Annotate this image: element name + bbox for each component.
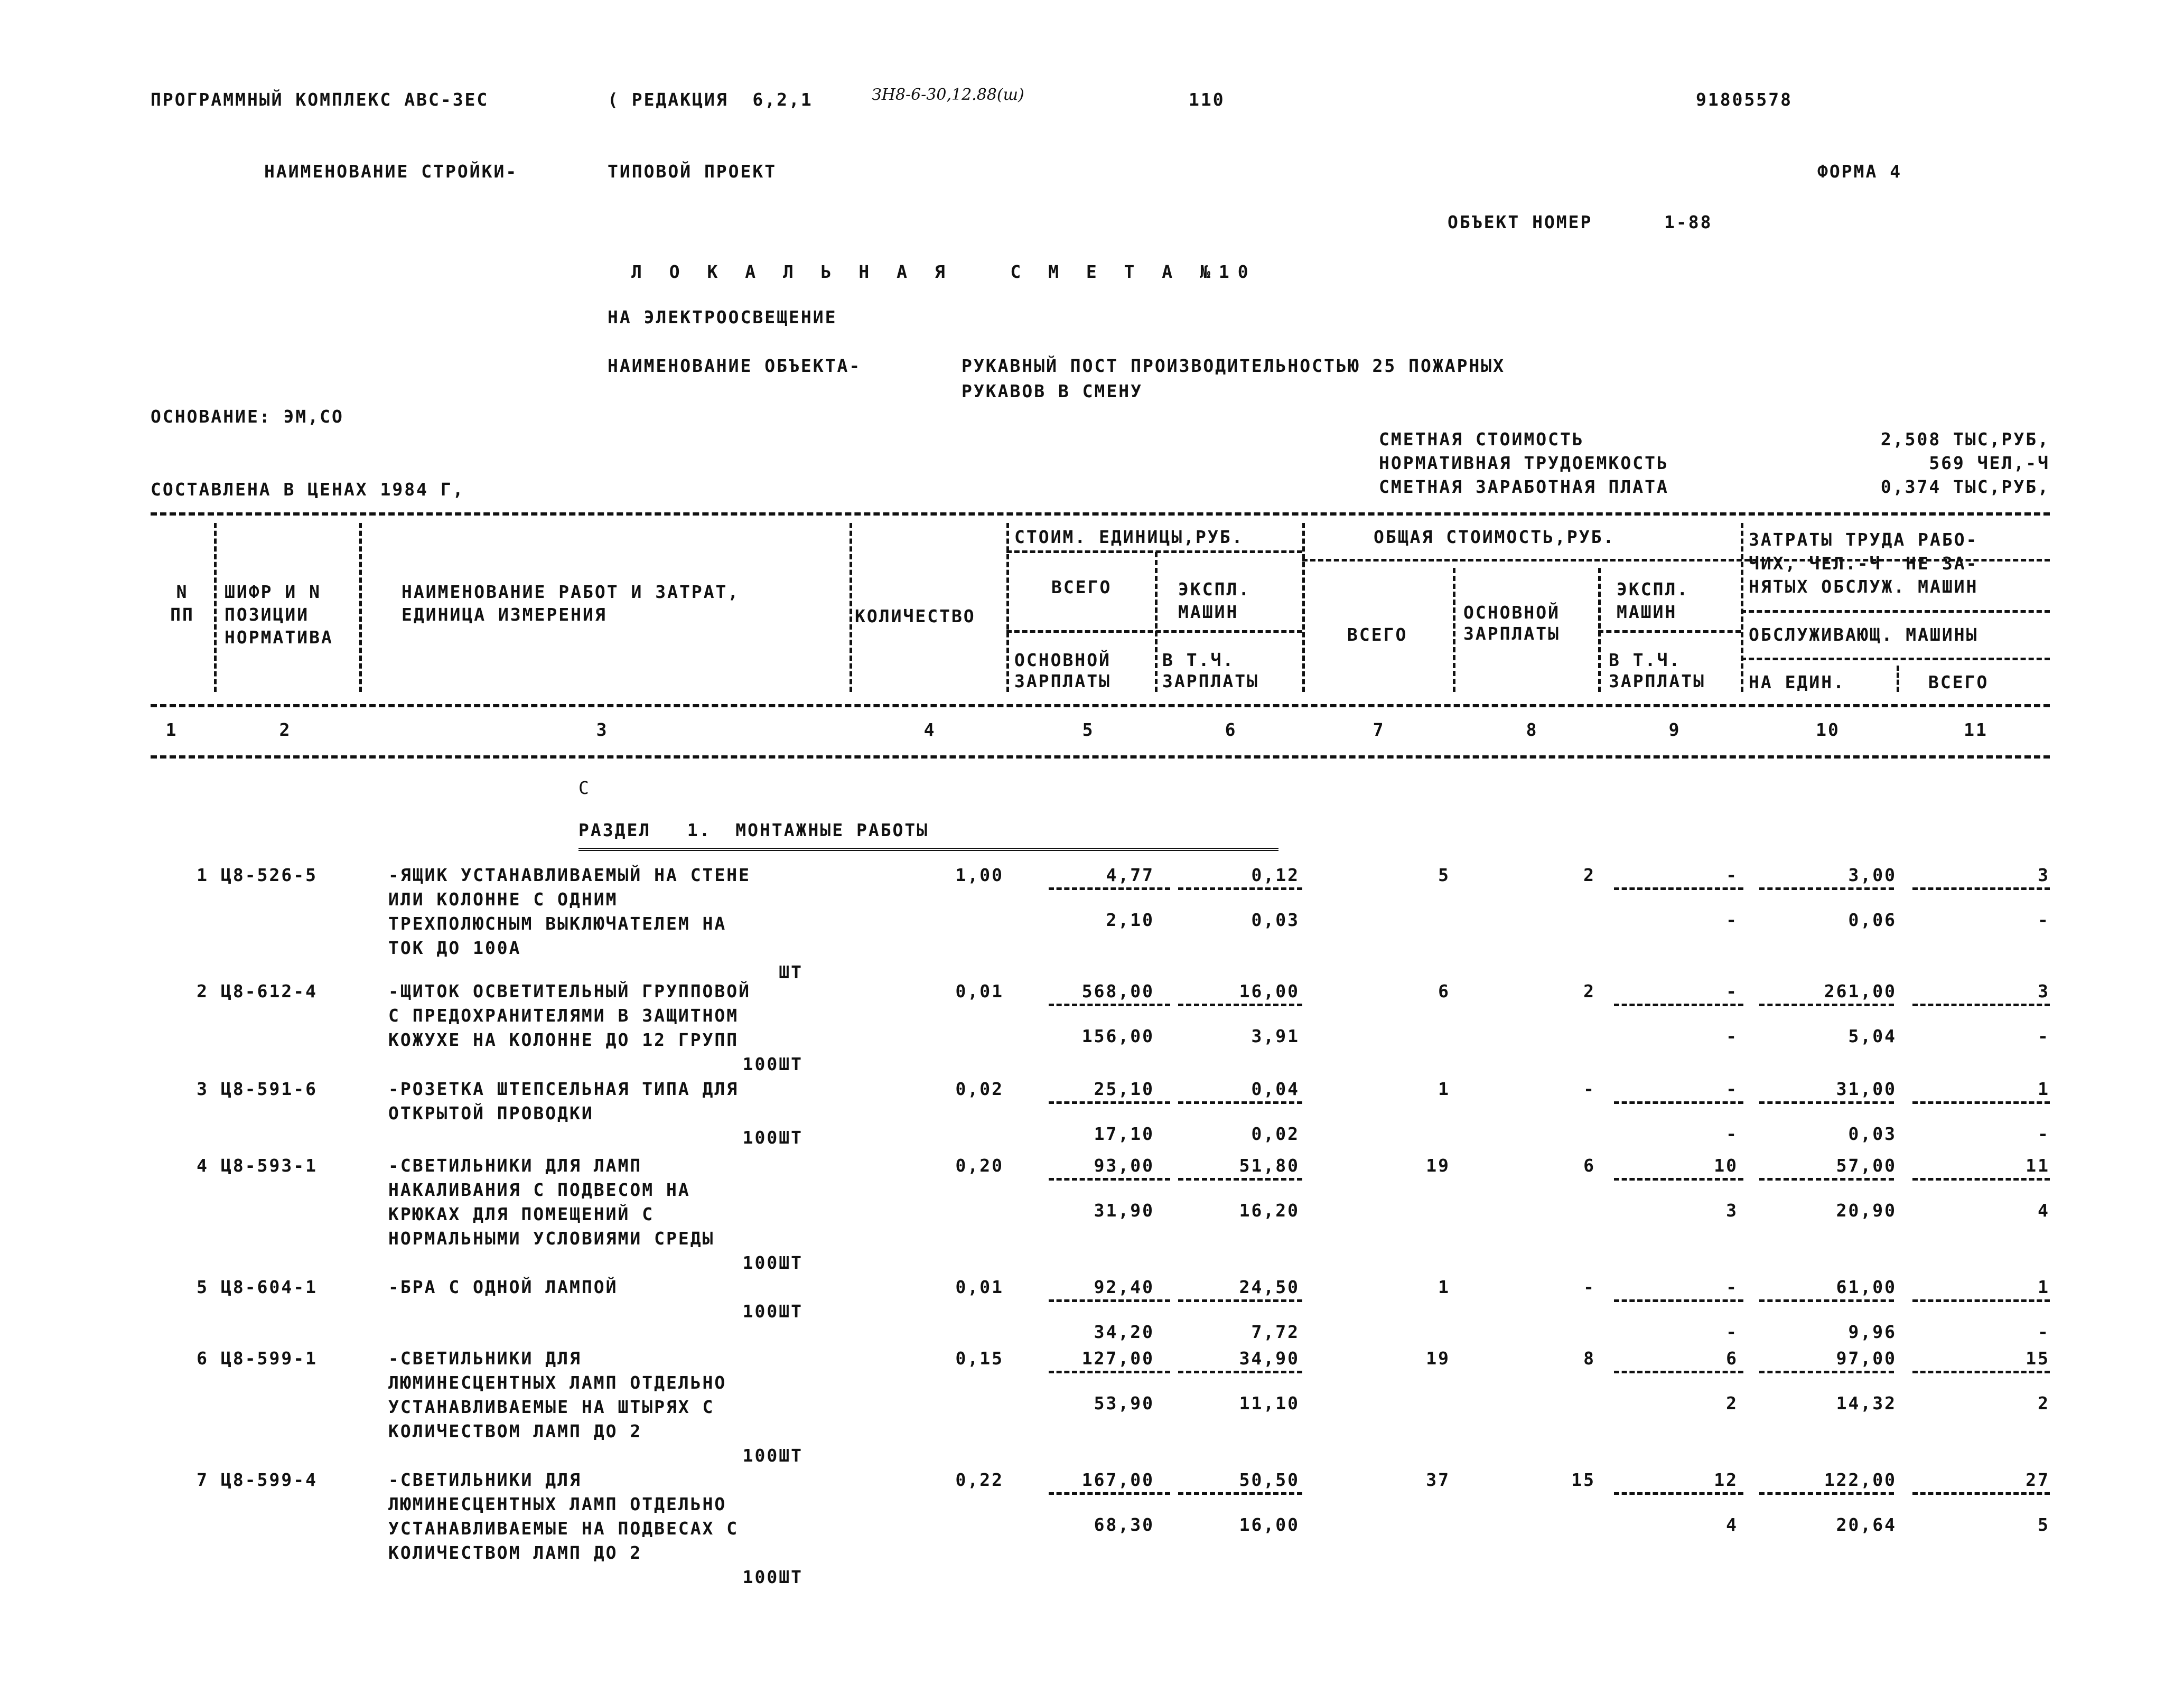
quantity: 0,22 [955, 1469, 1004, 1490]
construction-value: ТИПОВОЙ ПРОЕКТ [608, 161, 777, 182]
labor-total: 1 [2038, 1277, 2050, 1297]
row-inner-rule [1759, 1178, 1894, 1181]
total-base-salary: 8 [1583, 1348, 1595, 1369]
unit-base-salary: 156,00 [1081, 1026, 1154, 1046]
quantity: 0,02 [955, 1079, 1004, 1099]
total-machines: 6 [1726, 1348, 1738, 1369]
edition: ( РЕДАКЦИЯ 6,2,1 [608, 89, 813, 110]
col-sep [359, 523, 362, 692]
column-number: 5 [1082, 719, 1095, 740]
unit-cost-total: 25,10 [1094, 1079, 1154, 1099]
labor-total-sub: - [2038, 910, 2050, 930]
total-machines: - [1726, 865, 1738, 885]
column-number: 4 [923, 719, 936, 740]
row-inner-rule [1178, 1299, 1302, 1302]
norm-code: Ц8-599-4 [221, 1469, 318, 1490]
header-inner-rule [1741, 658, 2050, 660]
total-machines: - [1726, 1079, 1738, 1099]
labor-per-unit: 261,00 [1824, 981, 1897, 1001]
norm-code: Ц8-604-1 [221, 1277, 318, 1297]
labor-total-sub: - [2038, 1124, 2050, 1144]
row-number: 7 [197, 1469, 209, 1490]
unit-cost-total: 4,77 [1106, 865, 1154, 885]
work-name-line: ТРЕХПОЛЮСНЫМ ВЫКЛЮЧАТЕЛЕМ НА [388, 913, 727, 934]
total-base-salary: - [1583, 1079, 1595, 1099]
column-number: 10 [1816, 719, 1840, 740]
col-sep [1155, 552, 1158, 692]
work-name-line: ОТКРЫТОЙ ПРОВОДКИ [388, 1103, 594, 1124]
labor-per-unit: 57,00 [1836, 1155, 1897, 1176]
header-unit-incl-salary: В Т.Ч. ЗАРПЛАТЫ [1162, 650, 1259, 691]
work-name-line: ИЛИ КОЛОННЕ С ОДНИМ [388, 889, 618, 910]
total-machines: - [1726, 1277, 1738, 1297]
unit-cost-machines: 16,00 [1239, 981, 1300, 1001]
col-sep [1302, 523, 1305, 692]
total-machines: - [1726, 981, 1738, 1001]
unit-measure: 100ШТ [742, 1054, 803, 1074]
row-inner-rule [1614, 1299, 1743, 1302]
row-inner-rule [1178, 1101, 1302, 1104]
row-inner-rule [1759, 1299, 1894, 1302]
row-number: 3 [197, 1079, 209, 1099]
work-name-line: -ЩИТОК ОСВЕТИТЕЛЬНЫЙ ГРУППОВОЙ [388, 981, 751, 1001]
column-number: 11 [1964, 719, 1988, 740]
unit-base-salary: 17,10 [1094, 1124, 1154, 1144]
labor-per-unit: 31,00 [1836, 1079, 1897, 1099]
column-number: 2 [279, 719, 292, 740]
header-labor-total: ВСЕГО [1928, 672, 1989, 692]
labor-total: 3 [2038, 981, 2050, 1001]
labor-per-unit: 97,00 [1836, 1348, 1897, 1369]
norm-code: Ц8-591-6 [221, 1079, 318, 1099]
unit-incl-salary: 0,03 [1251, 910, 1300, 930]
unit-incl-salary: 0,02 [1251, 1124, 1300, 1144]
object-name-label: НАИМЕНОВАНИЕ ОБЪЕКТА- [608, 355, 862, 376]
unit-base-salary: 53,90 [1094, 1393, 1154, 1413]
labor-total: 27 [2026, 1469, 2050, 1490]
col-sep [1453, 568, 1455, 692]
unit-measure: 100ШТ [742, 1301, 803, 1322]
unit-cost-machines: 50,50 [1239, 1469, 1300, 1490]
labor-total: 1 [2038, 1079, 2050, 1099]
labor-per-unit-sub: 14,32 [1836, 1393, 1897, 1413]
handwritten-note: ЗН8-6-30,12.88(ш) [872, 86, 1024, 104]
row-inner-rule [1049, 1101, 1170, 1104]
unit-cost-total: 92,40 [1094, 1277, 1154, 1297]
total-cost: 6 [1438, 981, 1450, 1001]
column-number: 1 [165, 719, 178, 740]
row-inner-rule [1912, 1492, 2050, 1495]
labor-per-unit-sub: 20,64 [1836, 1514, 1897, 1535]
header-labor-sub: ОБСЛУЖИВАЮЩ. МАШИНЫ [1749, 624, 1978, 645]
total-incl-salary: - [1726, 1322, 1738, 1342]
unit-base-salary: 2,10 [1106, 910, 1154, 930]
program-name: ПРОГРАММНЫЙ КОМПЛЕКС АВС-ЗЕС [151, 89, 489, 110]
header-unit-base-salary: ОСНОВНОЙ ЗАРПЛАТЫ [1014, 650, 1111, 691]
summary-value-labor: 569 ЧЕЛ,-Ч [1929, 453, 2050, 473]
work-name-line: ЛЮМИНЕСЦЕНТНЫХ ЛАМП ОТДЕЛЬНО [388, 1494, 727, 1514]
work-name-line: УСТАНАВЛИВАЕМЫЕ НА ШТЫРЯХ С [388, 1397, 715, 1417]
row-inner-rule [1912, 1371, 2050, 1373]
row-inner-rule [1178, 1004, 1302, 1006]
header-labor-group: ЗАТРАТЫ ТРУДА РАБО- ЧИХ, ЧЕЛ.-Ч НЕ ЗА- НЯТЫХ ОБСЛУЖ. МАШИН [1749, 529, 1978, 597]
total-base-salary: 2 [1583, 981, 1595, 1001]
summary-label-salary: СМЕТНАЯ ЗАРАБОТНАЯ ПЛАТА [1379, 476, 1669, 497]
row-inner-rule [1614, 1371, 1743, 1373]
total-machines: 12 [1714, 1469, 1738, 1490]
row-number: 6 [197, 1348, 209, 1369]
column-number: 7 [1373, 719, 1385, 740]
total-incl-salary: 4 [1726, 1514, 1738, 1535]
object-number-label: ОБЪЕКТ НОМЕР [1448, 212, 1593, 232]
norm-code: Ц8-612-4 [221, 981, 318, 1001]
labor-per-unit-sub: 9,96 [1848, 1322, 1897, 1342]
unit-cost-total: 167,00 [1081, 1469, 1154, 1490]
col-sep [1897, 666, 1899, 692]
estimate-subtitle: НА ЭЛЕКТРООСВЕЩЕНИЕ [608, 307, 837, 327]
row-inner-rule [1912, 1299, 2050, 1302]
labor-total-sub: - [2038, 1322, 2050, 1342]
construction-label: НАИМЕНОВАНИЕ СТРОЙКИ- [264, 161, 518, 182]
unit-cost-total: 127,00 [1081, 1348, 1154, 1369]
labor-per-unit-sub: 20,90 [1836, 1200, 1897, 1221]
row-number: 1 [197, 865, 209, 885]
header-labor-per-unit: НА ЕДИН. [1749, 672, 1845, 692]
work-name-line: -СВЕТИЛЬНИКИ ДЛЯ [388, 1469, 582, 1490]
header-inner-rule [1741, 610, 2050, 613]
col-sep [1741, 523, 1743, 692]
object-name-line1: РУКАВНЫЙ ПОСТ ПРОИЗВОДИТЕЛЬНОСТЬЮ 25 ПОЖАРНЫХ [962, 355, 1506, 376]
table-top-rule [151, 512, 2050, 516]
object-number-value: 1-88 [1664, 212, 1713, 232]
total-incl-salary: 2 [1726, 1393, 1738, 1413]
unit-cost-machines: 0,12 [1251, 865, 1300, 885]
row-inner-rule [1049, 1371, 1170, 1373]
unit-base-salary: 68,30 [1094, 1514, 1154, 1535]
header-bottom-rule [151, 704, 2050, 707]
row-inner-rule [1178, 1178, 1302, 1181]
work-name-line: КОЛИЧЕСТВОМ ЛАМП ДО 2 [388, 1542, 642, 1563]
work-name-line: -БРА С ОДНОЙ ЛАМПОЙ [388, 1277, 618, 1297]
unit-base-salary: 31,90 [1094, 1200, 1154, 1221]
unit-cost-machines: 51,80 [1239, 1155, 1300, 1176]
col-sep [214, 523, 217, 692]
row-inner-rule [1912, 1178, 2050, 1181]
column-number: 3 [596, 719, 609, 740]
summary-value-cost: 2,508 ТЫС,РУБ, [1880, 429, 2050, 450]
header-total-machines: ЭКСПЛ. МАШИН [1617, 579, 1690, 622]
total-cost: 37 [1426, 1469, 1450, 1490]
row-inner-rule [1912, 1004, 2050, 1006]
row-inner-rule [1178, 1371, 1302, 1373]
form-number: ФОРМА 4 [1817, 161, 1902, 182]
header-inner-rule [1598, 630, 1741, 633]
total-incl-salary: 3 [1726, 1200, 1738, 1221]
unit-incl-salary: 16,00 [1239, 1514, 1300, 1535]
summary-label-cost: СМЕТНАЯ СТОИМОСТЬ [1379, 429, 1584, 450]
row-number: 5 [197, 1277, 209, 1297]
total-machines: 10 [1714, 1155, 1738, 1176]
work-name-line: УСТАНАВЛИВАЕМЫЕ НА ПОДВЕСАХ С [388, 1518, 739, 1539]
total-base-salary: 15 [1571, 1469, 1595, 1490]
header-total-all: ВСЕГО [1347, 624, 1408, 645]
estimate-title: Л О К А Л Ь Н А Я С М Е Т А №10 [631, 261, 1257, 282]
row-inner-rule [1759, 1492, 1894, 1495]
unit-incl-salary: 7,72 [1251, 1322, 1300, 1342]
row-inner-rule [1614, 1178, 1743, 1181]
work-name-line: КОЖУХЕ НА КОЛОННЕ ДО 12 ГРУПП [388, 1029, 739, 1050]
work-name-line: КОЛИЧЕСТВОМ ЛАМП ДО 2 [388, 1421, 642, 1441]
unit-measure: 100ШТ [742, 1445, 803, 1466]
quantity: 1,00 [955, 865, 1004, 885]
unit-base-salary: 34,20 [1094, 1322, 1154, 1342]
object-name-line2: РУКАВОВ В СМЕНУ [962, 381, 1143, 401]
col-sep [1006, 523, 1009, 692]
row-inner-rule [1178, 1492, 1302, 1495]
unit-measure: ШТ [779, 962, 803, 982]
column-number: 9 [1668, 719, 1681, 740]
unit-cost-total: 93,00 [1094, 1155, 1154, 1176]
norm-code: Ц8-593-1 [221, 1155, 318, 1176]
quantity: 0,15 [955, 1348, 1004, 1369]
col-sep [850, 523, 852, 692]
header-norm-code: ШИФР И N ПОЗИЦИИ НОРМАТИВА [225, 582, 333, 648]
total-cost: 1 [1438, 1079, 1450, 1099]
work-name-line: ЛЮМИНЕСЦЕНТНЫХ ЛАМП ОТДЕЛЬНО [388, 1372, 727, 1393]
labor-total-sub: 2 [2038, 1393, 2050, 1413]
row-number: 2 [197, 981, 209, 1001]
basis: ОСНОВАНИЕ: ЭМ,СО [151, 406, 344, 427]
norm-code: Ц8-599-1 [221, 1348, 318, 1369]
row-inner-rule [1049, 1492, 1170, 1495]
total-cost: 19 [1426, 1348, 1450, 1369]
header-quantity: КОЛИЧЕСТВО [855, 606, 976, 626]
row-inner-rule [1912, 887, 2050, 890]
total-incl-salary: - [1726, 1124, 1738, 1144]
unit-measure: 100ШТ [742, 1252, 803, 1273]
work-name-line: -ЯЩИК УСТАНАВЛИВАЕМЫЙ НА СТЕНЕ [388, 865, 751, 885]
labor-per-unit: 61,00 [1836, 1277, 1897, 1297]
quantity: 0,01 [955, 981, 1004, 1001]
header-row-number: N ПП [170, 582, 194, 625]
row-inner-rule [1049, 1178, 1170, 1181]
row-inner-rule [1049, 887, 1170, 890]
stray-mark: С [578, 778, 591, 798]
header-unit-cost-group: СТОИМ. ЕДИНИЦЫ,РУБ. [1014, 527, 1244, 547]
row-inner-rule [1759, 1101, 1894, 1104]
header-total-incl-salary: В Т.Ч. ЗАРПЛАТЫ [1609, 650, 1705, 691]
header-unit-total: ВСЕГО [1051, 577, 1112, 597]
labor-per-unit-sub: 5,04 [1848, 1026, 1897, 1046]
row-inner-rule [1759, 1371, 1894, 1373]
header-total-cost-group: ОБЩАЯ СТОИМОСТЬ,РУБ. [1374, 527, 1616, 547]
unit-cost-machines: 0,04 [1251, 1079, 1300, 1099]
work-name-line: НОРМАЛЬНЫМИ УСЛОВИЯМИ СРЕДЫ [388, 1228, 715, 1249]
prices-basis: СОСТАВЛЕНА В ЦЕНАХ 1984 Г, [151, 479, 465, 500]
section-title: РАЗДЕЛ 1. МОНТАЖНЫЕ РАБОТЫ [578, 820, 929, 840]
total-cost: 19 [1426, 1155, 1450, 1176]
row-inner-rule [1912, 1101, 2050, 1104]
row-inner-rule [1614, 887, 1743, 890]
quantity: 0,01 [955, 1277, 1004, 1297]
row-inner-rule [1049, 1299, 1170, 1302]
row-inner-rule [1759, 1004, 1894, 1006]
header-inner-rule [1006, 630, 1302, 633]
quantity: 0,20 [955, 1155, 1004, 1176]
work-name-line: -СВЕТИЛЬНИКИ ДЛЯ ЛАМП [388, 1155, 642, 1176]
unit-incl-salary: 3,91 [1251, 1026, 1300, 1046]
page-number: 110 [1189, 89, 1225, 110]
column-number: 8 [1526, 719, 1538, 740]
work-name-line: ТОК ДО 100А [388, 938, 521, 958]
row-inner-rule [1614, 1101, 1743, 1104]
total-cost: 5 [1438, 865, 1450, 885]
numbers-bottom-rule [151, 755, 2050, 759]
column-number: 6 [1225, 719, 1237, 740]
labor-total-sub: 4 [2038, 1200, 2050, 1221]
labor-total-sub: 5 [2038, 1514, 2050, 1535]
labor-per-unit-sub: 0,06 [1848, 910, 1897, 930]
summary-label-labor: НОРМАТИВНАЯ ТРУДОЕМКОСТЬ [1379, 453, 1669, 473]
unit-measure: 100ШТ [742, 1127, 803, 1148]
labor-total: 15 [2026, 1348, 2050, 1369]
section-underline [578, 848, 1278, 851]
unit-incl-salary: 16,20 [1239, 1200, 1300, 1221]
header-inner-rule [1006, 550, 1302, 553]
row-inner-rule [1049, 1004, 1170, 1006]
labor-per-unit: 122,00 [1824, 1469, 1897, 1490]
work-name-line: С ПРЕДОХРАНИТЕЛЯМИ В ЗАЩИТНОМ [388, 1005, 739, 1026]
work-name-line: -РОЗЕТКА ШТЕПСЕЛЬНАЯ ТИПА ДЛЯ [388, 1079, 739, 1099]
unit-cost-machines: 24,50 [1239, 1277, 1300, 1297]
labor-total-sub: - [2038, 1026, 2050, 1046]
total-incl-salary: - [1726, 1026, 1738, 1046]
labor-total: 11 [2026, 1155, 2050, 1176]
row-inner-rule [1178, 887, 1302, 890]
total-incl-salary: - [1726, 910, 1738, 930]
norm-code: Ц8-526-5 [221, 865, 318, 885]
row-number: 4 [197, 1155, 209, 1176]
work-name-line: -СВЕТИЛЬНИКИ ДЛЯ [388, 1348, 582, 1369]
document-code: 91805578 [1696, 89, 1793, 110]
labor-total: 3 [2038, 865, 2050, 885]
unit-cost-machines: 34,90 [1239, 1348, 1300, 1369]
unit-incl-salary: 11,10 [1239, 1393, 1300, 1413]
total-base-salary: 2 [1583, 865, 1595, 885]
row-inner-rule [1614, 1004, 1743, 1006]
total-cost: 1 [1438, 1277, 1450, 1297]
row-inner-rule [1614, 1492, 1743, 1495]
labor-per-unit-sub: 0,03 [1848, 1124, 1897, 1144]
header-total-base-salary: ОСНОВНОЙ ЗАРПЛАТЫ [1463, 602, 1560, 644]
header-work-name: НАИМЕНОВАНИЕ РАБОТ И ЗАТРАТ, ЕДИНИЦА ИЗМЕРЕНИЯ [402, 582, 740, 625]
total-base-salary: 6 [1583, 1155, 1595, 1176]
labor-per-unit: 3,00 [1848, 865, 1897, 885]
work-name-line: НАКАЛИВАНИЯ С ПОДВЕСОМ НА [388, 1180, 690, 1200]
row-inner-rule [1759, 887, 1894, 890]
unit-measure: 100ШТ [742, 1567, 803, 1587]
total-base-salary: - [1583, 1277, 1595, 1297]
summary-value-salary: 0,374 ТЫС,РУБ, [1880, 476, 2050, 497]
unit-cost-total: 568,00 [1081, 981, 1154, 1001]
header-unit-machines: ЭКСПЛ. МАШИН [1178, 579, 1251, 622]
work-name-line: КРЮКАХ ДЛЯ ПОМЕЩЕНИЙ С [388, 1204, 655, 1224]
